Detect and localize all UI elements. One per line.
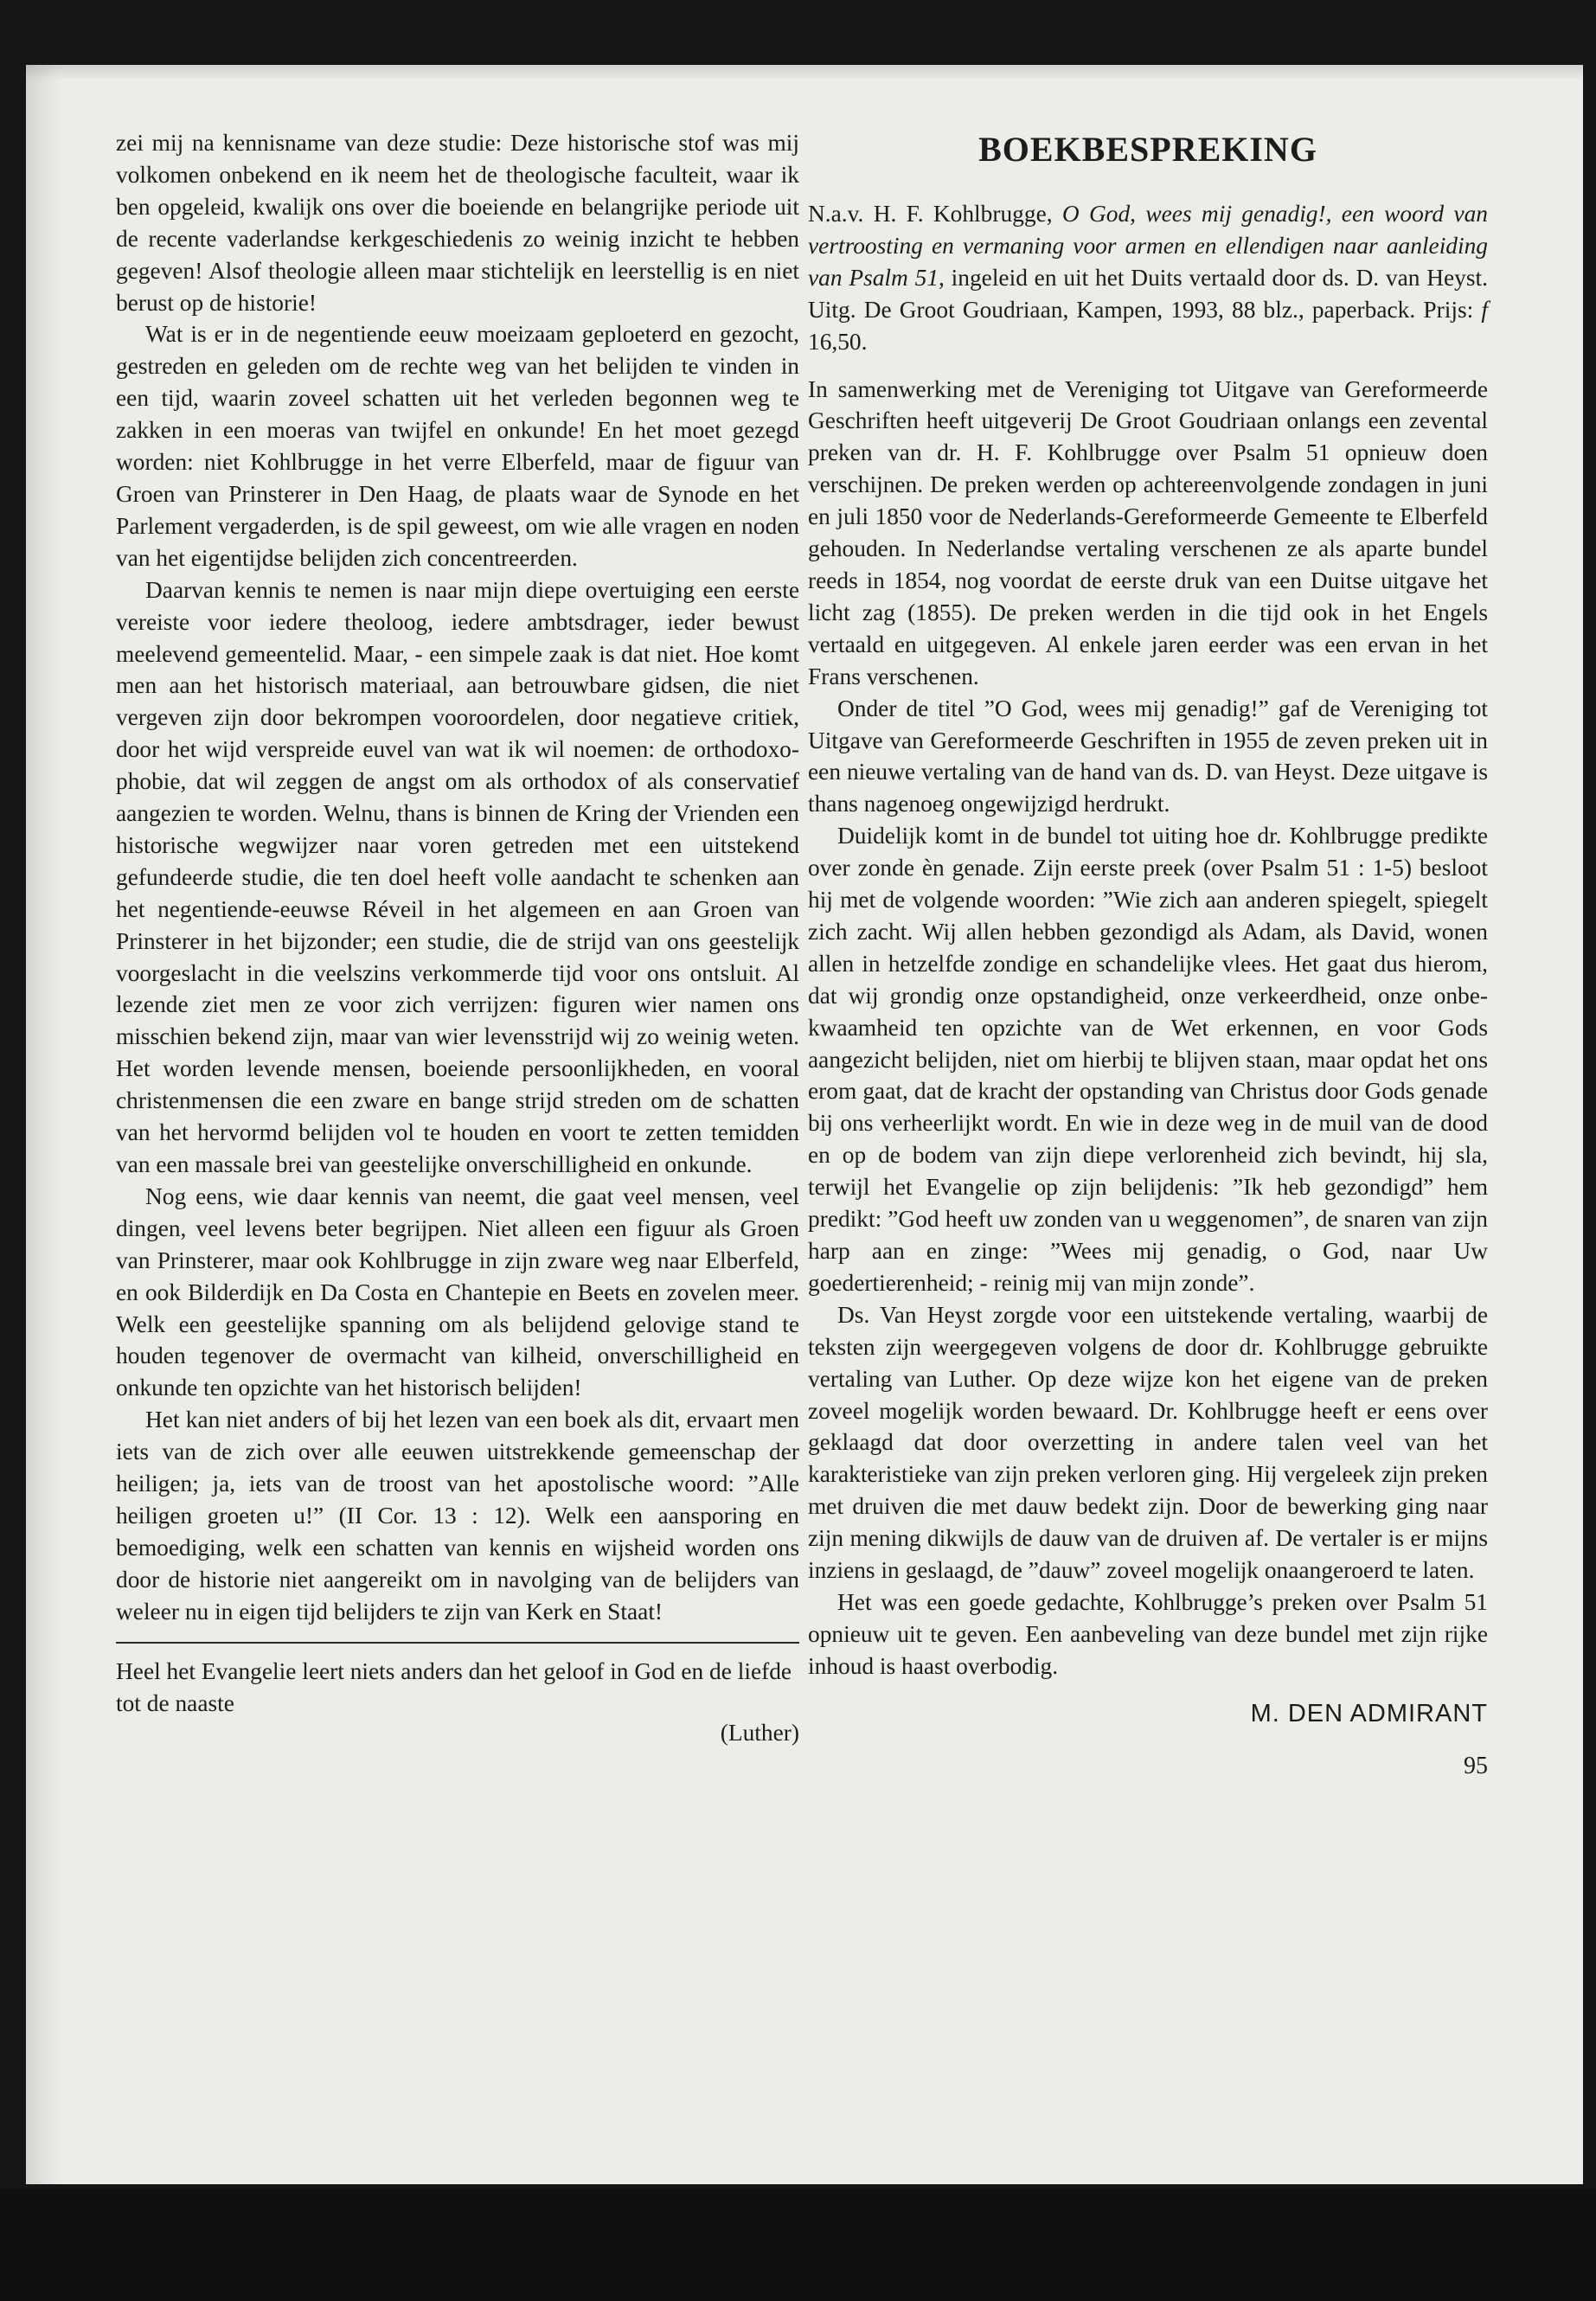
quote-divider	[116, 1642, 799, 1644]
paragraph: Duidelijk komt in de bundel tot uiting hoe dr. Kohlbrugge predikte over zonde èn genade. Zijn eerste preek (over Psalm 51 : 1-5) besloot hij met de volgende woorden: ”Wie zich aan anderen spiegelt, spiegelt zich zacht. Wij allen hebben gezondigd als Adam, als David, wonen allen in hetzelfde zondige en schandelijke vlees. Het gaat dus hierom, dat wij grondig onze opstandigheid, onze verkeerdheid, onze onbekwaamheid ten opzichte van de Wet erkennen, en voor Gods aangezicht belijden, niet om hierbij te blijven staan, maar opdat het ons erom gaat, dat de kracht der opstanding van Christus door Gods genade bij ons verheerlijkt wordt. En wie in deze weg in de muil van de dood en op de bodem van zijn diepe verlorenheid zich bevindt, hij sla, terwijl het Evangelie op zijn belijdenis: ”Ik heb gezondigd” hem predikt: ”God heeft uw zonden van u weggenomen”, de snaren van zijn harp aan en zinge: ”Wees mij genadig, o God, naar Uw goedertierenheid; - reinig mij van mijn zonde”.	[808, 823, 1488, 1296]
book-citation	[808, 198, 1488, 358]
paragraph: Nog eens, wie daar kennis van neemt, die gaat veel mensen, veel dingen, veel levens beter begrijpen. Niet alleen een figuur als Groen van Prinsterer, maar ook Kohlbrugge in zijn zware weg naar Elberfeld, en ook Bilderdijk en Da Costa en Chantepie en Beets en zovelen meer. Welk een geestelijke spanning om als belijdend gelovige stand te houden tegenover de overmacht van kilheid, onverschilligheid en onkunde ten opzichte van het historisch belijden!	[116, 1183, 799, 1401]
binding-shadow	[26, 65, 61, 2184]
book-title: O God, wees mij genadig!, een woord van vertroosting en vermaning voor armen en ellendigen naar aanleiding van Psalm 51,	[808, 201, 1488, 291]
paragraph: Onder de titel ”O God, wees mij genadig!” gaf de Vereniging tot Uitgave van Gereformeerde Geschriften in 1955 de zeven preken uit in een nieuwe vertaling van de hand van ds. D. van Heyst. Deze uitgave is thans nagenoeg ongewijzigd herdrukt.	[808, 695, 1488, 817]
top-edge-shadow	[26, 65, 1583, 80]
section-heading: BOEKBESPREKING	[978, 130, 1317, 169]
review-author: M. DEN ADMIRANT	[1250, 1699, 1488, 1727]
scan-border	[0, 2189, 1596, 2301]
citation-prefix: N.a.v. H. F. Kohlbrugge,	[808, 201, 1062, 227]
price: 16,50.	[808, 328, 868, 355]
paragraph: Ds. Van Heyst zorgde voor een uitstekende vertaling, waarbij de teksten zijn weergegeven volgens de door dr. Kohlbrugge gebruikte vertaling van Luther. Op deze wijze kon het eigene van de preken zoveel mogelijk worden bewaard. Dr. Kohlbrugge heeft er eens over geklaagd dat door overzetting in andere talen veel van het karakteristieke van zijn preken verloren ging. Hij vergeleek zijn preken met druiven die met dauw bedekt zijn. Door de bewerking ging naar zijn mening dikwijls de dauw van de druiven af. De vertaler is er mijns inziens in geslaagd, de ”dauw” zoveel mogelijk onaangeroerd te laten.	[808, 1301, 1488, 1584]
luther-quote: Heel het Evangelie leert niets anders dan het geloof in God en de liefde tot de naaste	[116, 1657, 792, 1716]
paragraph: In samenwerking met de Vereniging tot Uitgave van Gereformeerde Geschriften heeft uitgeverij De Groot Goudriaan onlangs een zevental preken van dr. H. F. Kohlbrugge over Psalm 51 opnieuw doen verschijnen. De preken werden op achtereenvolgende zondagen in juni en juli 1850 voor de Nederlands-Gereformeerde Gemeente te Elberfeld gehouden. In Nederlandse vertaling verschenen ze als aparte bundel reeds in 1854, nog voordat de eerste druk van een Duitse uitgave het licht zag (1855). De preken werden in die tijd ook in het Engels vertaald en uitgegeven. Al enkele jaren eerder was een ervan in het Frans verschenen.	[808, 375, 1488, 689]
paragraph: Het was een goede gedachte, Kohlbrugge’s preken over Psalm 51 opnieuw uit te geven. Een aanbeveling van deze bundel met zijn rijke inhoud is haast overbodig.	[808, 1588, 1488, 1679]
quote-attribution: (Luther)	[720, 1720, 799, 1747]
left-column	[116, 127, 799, 1749]
paragraph: Het kan niet anders of bij het lezen van een boek als dit, ervaart men iets van de zich over alle eeuwen uitstrekkende gemeenschap der heiligen; ja, iets van de troost van het apostolische woord: ”Alle heiligen groeten u!” (II Cor. 13 : 12). Welk een aansporing en bemoediging, welk een schatten van kennis en wijsheid worden ons door de historie niet aangereikt om in navolging van de belijders van weleer nu in eigen tijd belijders te zijn van Kerk en Staat!	[116, 1407, 799, 1625]
paragraph: Wat is er in de negentiende eeuw moeizaam geploeterd en gezocht, gestreden en geleden om de rechte weg van het belijden te vinden in een tijd, waarin zoveel schatten uit het verleden begonnen weg te zakken in een moeras van twijfel en onkunde! En het moet gezegd worden: niet Kohlbrugge in het verre Elberfeld, maar de figuur van Groen van Prinsterer in Den Haag, de plaats waar de Synode en het Parlement vergaderden, is de spil geweest, om wie alle vragen en noden van het eigentijdse belijden zich concentreerden.	[116, 321, 799, 571]
page-number: 95	[1464, 1752, 1488, 1779]
paragraph: Daarvan kennis te nemen is naar mijn diepe overtuiging een eerste vereiste voor iedere theoloog, iedere ambtsdrager, ieder bewust meelevend gemeentelid. Maar, - een simpele zaak is dat niet. Hoe komt men aan het historisch materiaal, aan betrouwbare gidsen, die niet vergeven zijn door bekrompen vooroordelen, door negatieve critiek, door het wijd verspreide euvel van wat ik wil noemen: de orthodoxo-phobie, dat wil zeggen de angst om als orthodox of als conservatief aangezien te worden. Welnu, thans is binnen de Kring der Vrienden een historische wegwijzer naar voren getreden met een uitstekend gefundeerde studie, die ten doel heeft volle aandacht te schenken aan het negentiende-eeuwse Réveil in het algemeen en aan Groen van Prinsterer in het bijzonder; een studie, die de strijd van ons geestelijk voorgeslacht in die veelszins verkommerde tijd voor ons ontsluit. Al lezende ziet men ze voor zich verrijzen: figuren wier namen ons misschien bekend zijn, maar van wier levensstrijd wij zo weinig weten. Het worden levende mensen, boeiende persoonlijkheden, en vooral christenmensen die een zware en bange strijd streden om de schatten van het hervormd belijden vol te houden en voort te zetten temidden van een massale brei van geestelijke onverschilligheid en onkunde.	[116, 576, 799, 1177]
price-symbol: f	[1481, 296, 1488, 323]
paper-sheet	[26, 65, 1583, 2184]
right-column	[808, 127, 1488, 1783]
citation-details: ingeleid en uit het Duits vertaald door ds. D. van Heyst. Uitg. De Groot Goudriaan, Kampen, 1993, 88 blz., paperback. Prijs:	[808, 264, 1488, 323]
paragraph: zei mij na kennisname van deze studie: Deze historische stof was mij volkomen onbekend en ik neem het de theologische faculteit, waar ik ben opgeleid, kwalijk ons over die boeiende en belangrijke periode uit de recente vaderlandse kerkgeschiedenis zo weinig inzicht te hebben gegeven! Alsof theologie alleen maar stichtelijk en leerstellig is en niet berust op de historie!	[116, 130, 799, 316]
